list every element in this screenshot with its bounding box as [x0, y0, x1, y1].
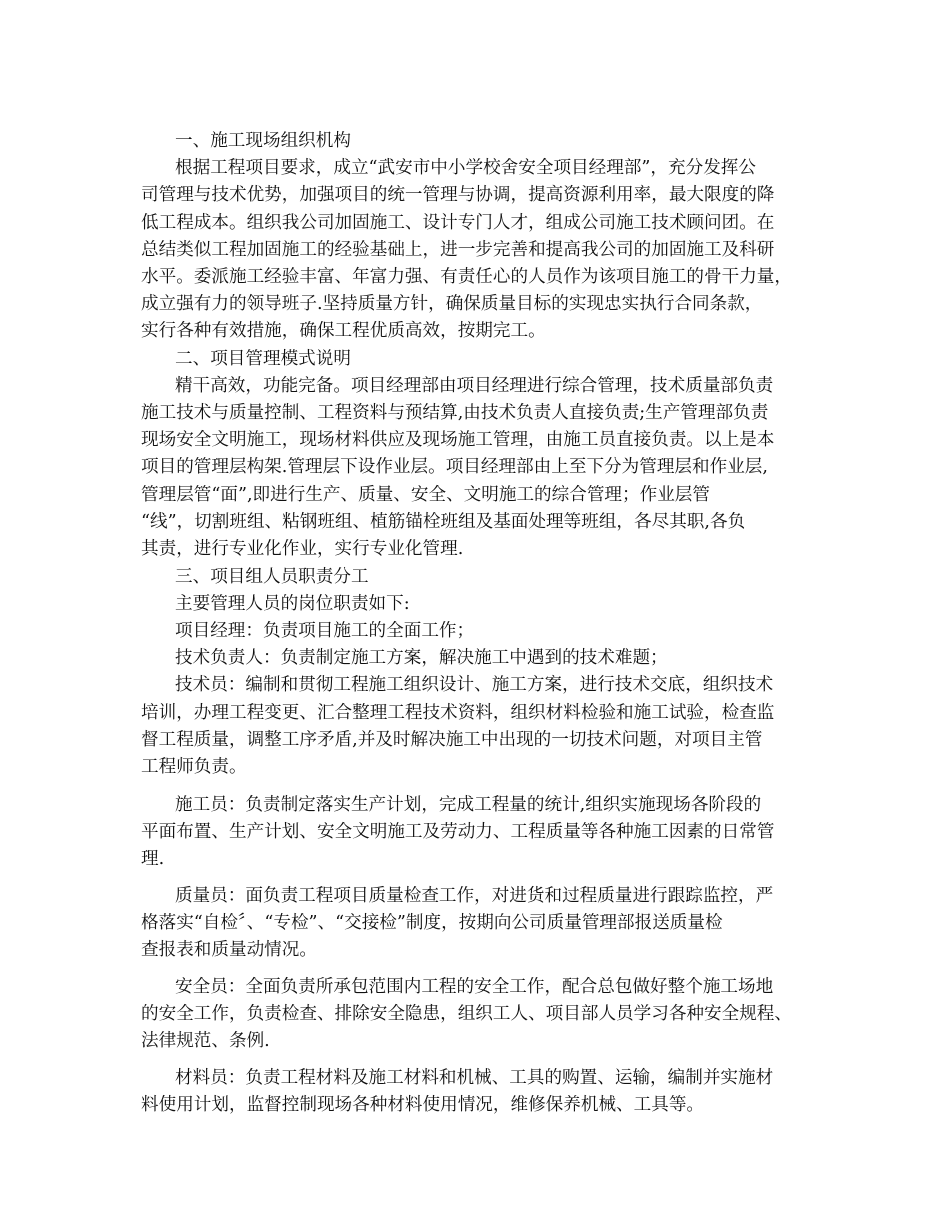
section-heading-responsibilities: 三、项目组人员职责分工 [175, 567, 369, 587]
role-line-safety-officer: 安全员：全面负责所承包范围内工程的安全工作，配合总包做好整个施工场地 [175, 977, 774, 997]
role-line-technical-lead: 技术负责人：负责制定施工方案，解决施工中遇到的技术难题； [175, 648, 668, 668]
paragraph-line: 项目的管理层构架.管理层下设作业层。项目经理部由上至下分为管理层和作业层, [141, 457, 768, 477]
paragraph-line: 法律规范、条例. [141, 1031, 270, 1051]
role-line-quality-officer: 质量员：面负责工程项目质量检查工作，对进货和过程质量进行跟踪监控，严 [175, 886, 774, 906]
paragraph-line: 管理层管“面”,即进行生产、质量、安全、文明施工的综合管理；作业层管 [141, 485, 710, 505]
paragraph-line: 成立强有力的领导班子.坚持质量方针，确保质量目标的实现忠实执行合同条款， [141, 294, 763, 314]
role-line-technician: 技术员：编制和贯彻工程施工组织设计、施工方案，进行技术交底，组织技术 [175, 675, 774, 695]
paragraph-line: 根据工程项目要求，成立“武安市中小学校舍安全项目经理部”，充分发挥公 [175, 158, 756, 178]
paragraph-line: 督工程质量，调整工序矛盾,并及时解决施工中出现的一切技术问题，对项目主管 [141, 730, 763, 750]
paragraph-line: 现场安全文明施工，现场材料供应及现场施工管理，由施工员直接负责。以上是本 [141, 430, 775, 450]
paragraph-line: 查报表和质量动情况。 [141, 940, 317, 960]
section-heading-management-mode: 二、项目管理模式说明 [175, 349, 351, 369]
role-line-materials-officer: 材料员：负责工程材料及施工材料和机械、工具的购置、运输，编制并实施材 [175, 1068, 774, 1088]
paragraph-line: “线”，切割班组、粘钢班组、植筋锚栓班组及基面处理等班组，各尽其职,各负 [141, 512, 746, 532]
paragraph-line: 理. [141, 849, 165, 869]
paragraph-line: 水平。委派施工经验丰富、年富力强、有责任心的人员作为该项目施工的骨干力量， [141, 267, 792, 287]
paragraph-line: 料使用计划，监督控制现场各种材料使用情况，维修保养机械、工具等。 [141, 1095, 705, 1115]
paragraph-line: 低工程成本。组织我公司加固施工、设计专门人才，组成公司施工技术顾问团。在 [141, 213, 775, 233]
role-line-construction-officer: 施工员：负责制定落实生产计划，完成工程量的统计,组织实施现场各阶段的 [175, 795, 762, 815]
paragraph-line: 工程师负责。 [141, 757, 247, 777]
paragraph-line: 格落实“自检〞、“专检”、“交接检”制度，按期向公司质量管理部报送质量检 [141, 913, 723, 933]
paragraph-line: 实行各种有效措施，确保工程优质高效，按期完工。 [141, 321, 546, 341]
paragraph-line: 其责，进行专业化作业，实行专业化管理. [141, 539, 464, 559]
role-line-project-manager: 项目经理：负责项目施工的全面工作； [175, 621, 475, 641]
section-heading-organization: 一、施工现场组织机构 [175, 131, 351, 151]
paragraph-line: 平面布置、生产计划、安全文明施工及劳动力、工程质量等各种施工因素的日常管 [141, 822, 775, 842]
paragraph-line: 总结类似工程加固施工的经验基础上，进一步完善和提高我公司的加固施工及科研 [141, 240, 775, 260]
paragraph-line: 的安全工作，负责检查、排除安全隐患，组织工人、项目部人员学习各种安全规程、 [141, 1004, 792, 1024]
paragraph-line: 司管理与技术优势，加强项目的统一管理与协调，提高资源利用率，最大限度的降 [141, 185, 775, 205]
paragraph-line: 培训，办理工程变更、汇合整理工程技术资料，组织材料检验和施工试验，检查监 [141, 703, 775, 723]
paragraph-line: 主要管理人员的岗位职责如下: [175, 594, 410, 614]
paragraph-line: 精干高效，功能完备。项目经理部由项目经理进行综合管理，技术质量部负责 [175, 376, 774, 396]
paragraph-line: 施工技术与质量控制、工程资料与预结算,由技术负责人直接负责;生产管理部负责 [141, 403, 769, 423]
